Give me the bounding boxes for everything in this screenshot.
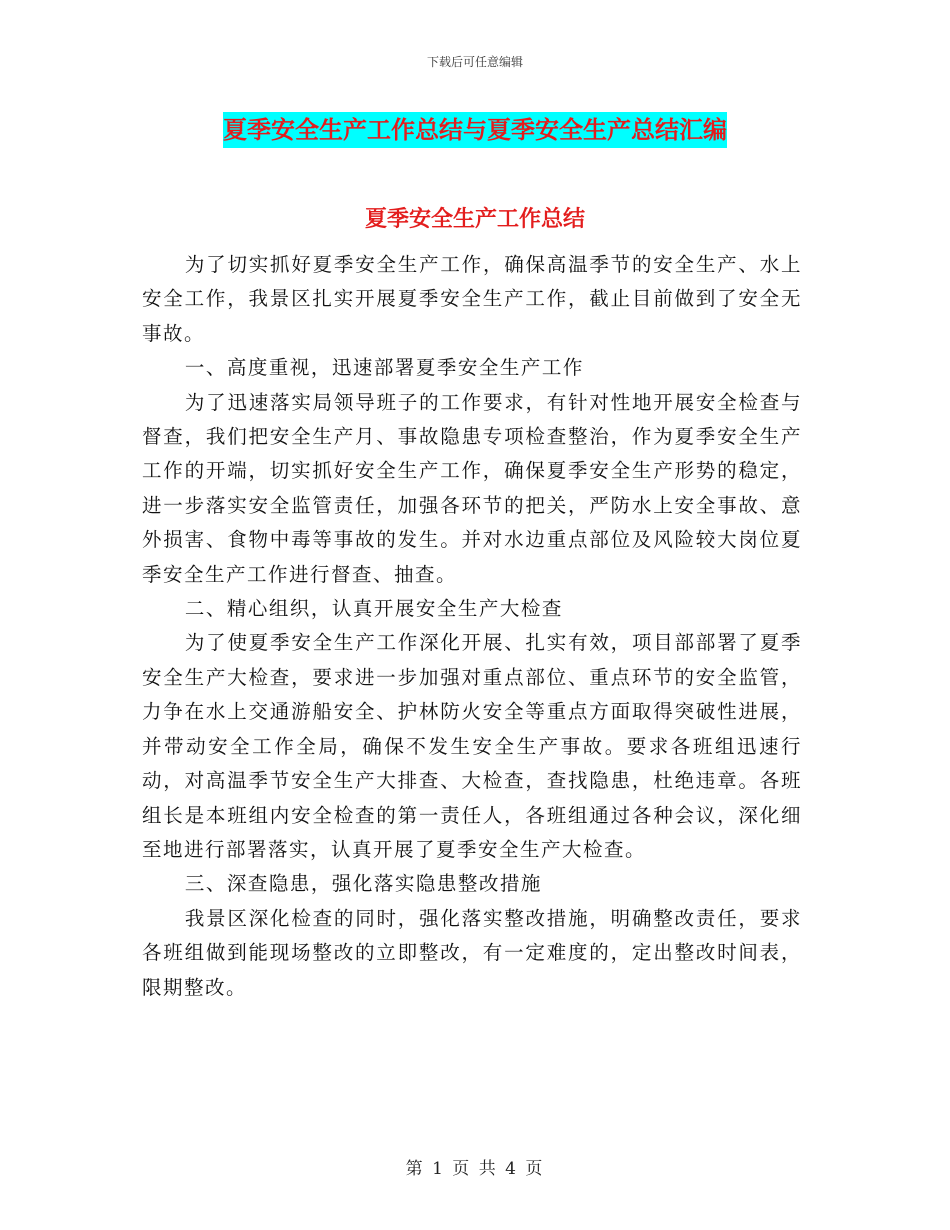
header-note: 下载后可任意编辑 bbox=[426, 55, 523, 69]
heading-three: 三、深查隐患，强化落实隐患整改措施 bbox=[184, 872, 542, 896]
paragraph-two: 为了使夏季安全生产工作深化开展、扎实有效，项目部部署了夏季安全生产大检查，要求进一步加强对重点部位、重点环节的安全监管，力争在水上交通游船安全、护林防火安全等重点方面取得突破性进展，并带动安全工作全局，确保不发生安全生产事故。要求各班组迅速行动，对高温季节安全生产大排查、大检查，查找隐患，杜绝违章。各班组长是本班组内安全检查的第一责任人，各班组通过各种会议，深化细至地进行部署落实，认真开展了夏季安全生产大检查。 bbox=[142, 631, 802, 861]
paragraph-one: 为了迅速落实局领导班子的工作要求，有针对性地开展安全检查与督查，我们把安全生产月、事故隐患专项检查整治，作为夏季安全生产工作的开端，切实抓好安全生产工作，确保夏季安全生产形势的稳定，进一步落实安全监管责任，加强各环节的把关，严防水上安全事故、意外损害、食物中毒等事故的发生。并对水边重点部位及风险较大岗位夏季安全生产工作进行督查、抽查。 bbox=[142, 390, 802, 586]
document-body bbox=[142, 248, 802, 1005]
document-title-text: 夏季安全生产工作总结与夏季安全生产总结汇编 bbox=[223, 112, 727, 148]
heading-two: 二、精心组织，认真开展安全生产大检查 bbox=[184, 597, 563, 621]
heading-one: 一、高度重视，迅速部署夏季安全生产工作 bbox=[184, 356, 584, 380]
page-number: 第 1 页 共 4 页 bbox=[405, 1159, 545, 1179]
paragraph-intro: 为了切实抓好夏季安全生产工作，确保高温季节的安全生产、水上安全工作，我景区扎实开展夏季安全生产工作，截止目前做到了安全无事故。 bbox=[142, 253, 802, 345]
section-title: 夏季安全生产工作总结 bbox=[364, 207, 585, 232]
document-title bbox=[0, 112, 950, 148]
paragraph-three: 我景区深化检查的同时，强化落实整改措施，明确整改责任，要求各班组做到能现场整改的立即整改，有一定难度的，定出整改时间表，限期整改。 bbox=[142, 906, 802, 999]
